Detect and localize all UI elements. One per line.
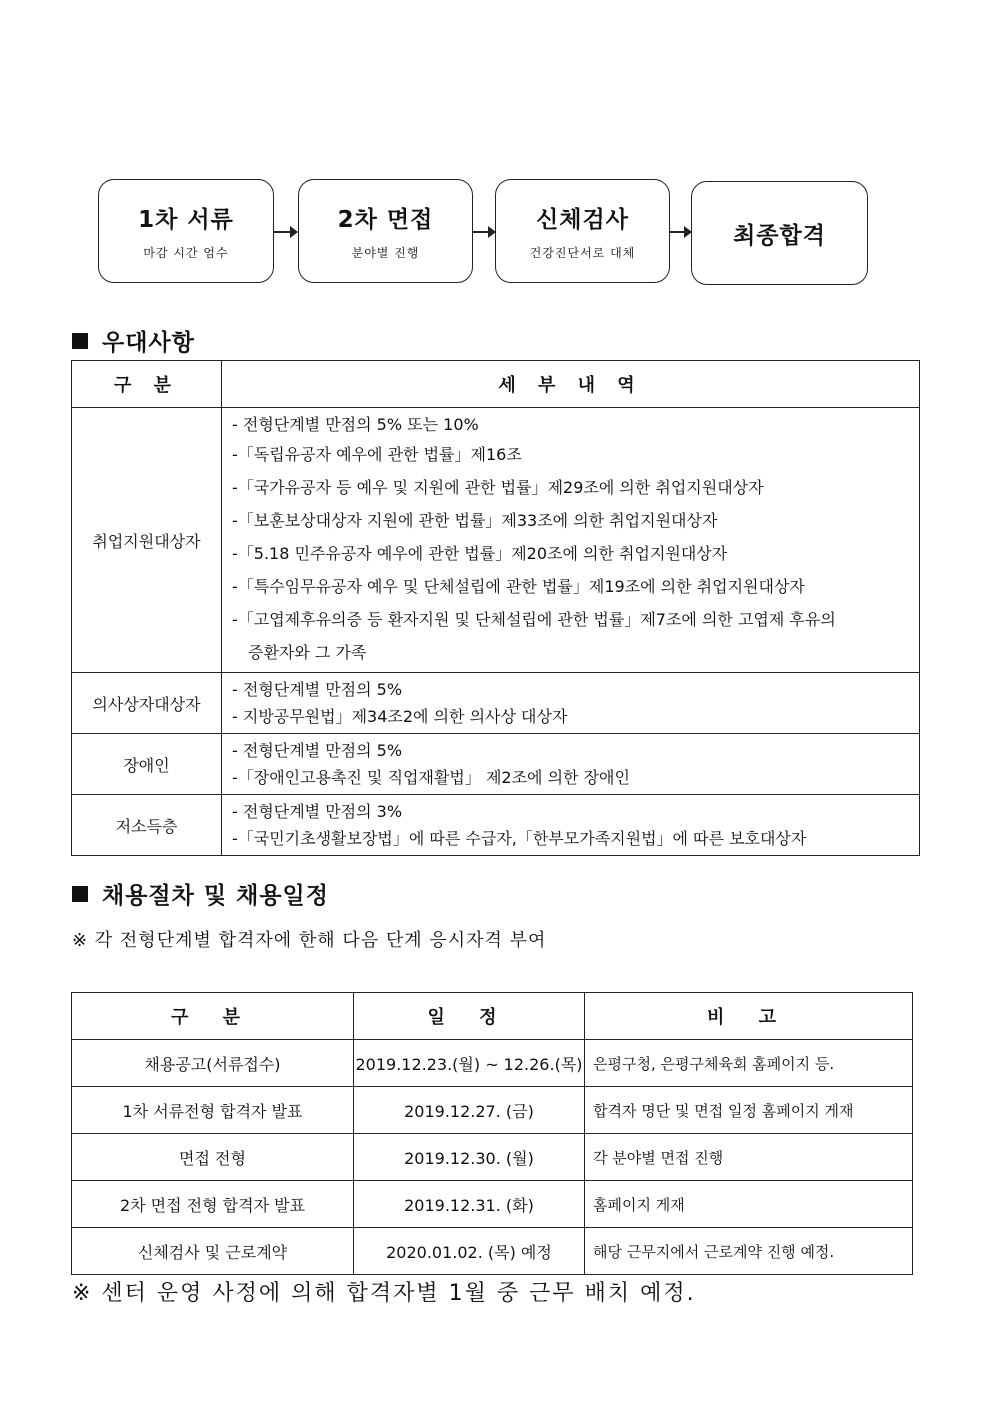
flow-step-title: 신체검사 <box>536 207 629 233</box>
section-heading-schedule <box>72 877 329 910</box>
detail-cell <box>222 734 920 795</box>
section-heading-text: 채용절차 및 채용일정 <box>102 883 329 909</box>
footer-note: ※ 센터 운영 사정에 의해 합격자별 1월 중 근무 배치 예정. <box>72 1281 696 1306</box>
category-cell: 의사상자대상자 <box>72 673 222 734</box>
process-flow <box>98 179 870 287</box>
category-cell: 2차 면접 전형 합격자 발표 <box>72 1181 354 1228</box>
detail-line: -「5.18 민주유공자 예우에 관한 법률」제20조에 의한 취업지원대상자 <box>232 544 728 563</box>
square-bullet-icon <box>72 333 88 349</box>
category-cell: 저소득층 <box>72 795 222 856</box>
preference-table <box>71 360 920 856</box>
eligibility-note: ※ 각 전형단계별 합격자에 한해 다음 단계 응시자격 부여 <box>72 930 547 951</box>
table-row <box>72 1228 913 1275</box>
table-row <box>72 408 920 673</box>
detail-line: - 전형단계별 만점의 5% <box>232 680 403 699</box>
detail-line: - 지방공무원법」제34조2에 의한 의사상 대상자 <box>232 707 568 726</box>
detail-line: 증환자와 그 가족 <box>248 643 367 662</box>
column-header: 비 고 <box>585 993 913 1040</box>
square-bullet-icon <box>72 886 88 902</box>
table-row <box>72 795 920 856</box>
table-row <box>72 1134 913 1181</box>
category-cell: 채용공고(서류접수) <box>72 1040 354 1087</box>
flow-step-physical <box>495 179 670 283</box>
flow-step-title: 2차 면접 <box>337 207 434 233</box>
column-header: 구 분 <box>72 993 354 1040</box>
detail-cell <box>222 795 920 856</box>
date-cell: 2019.12.27. (금) <box>354 1087 585 1134</box>
table-header-row <box>72 361 920 408</box>
flow-step-interview <box>298 179 473 283</box>
category-cell: 취업지원대상자 <box>72 408 222 673</box>
flow-step-sub: 분야별 진행 <box>351 246 420 260</box>
remark-cell: 해당 근무지에서 근로계약 진행 예정. <box>585 1228 913 1275</box>
detail-line: -「고엽제후유의증 등 환자지원 및 단체설립에 관한 법률」제7조에 의한 고엽제 후유의 <box>232 610 836 629</box>
detail-line: - 전형단계별 만점의 5% 또는 10% <box>232 415 479 434</box>
flow-arrow <box>670 231 690 233</box>
section-heading-preference <box>72 324 195 357</box>
table-row <box>72 1181 913 1228</box>
column-header: 구 분 <box>72 361 222 408</box>
remark-cell: 은평구청, 은평구체육회 홈페이지 등. <box>585 1040 913 1087</box>
detail-line: -「특수임무유공자 예우 및 단체설립에 관한 법률」제19조에 의한 취업지원대상자 <box>232 577 805 596</box>
section-heading-text: 우대사항 <box>102 330 195 356</box>
column-header: 일 정 <box>354 993 585 1040</box>
flow-step-final <box>691 181 868 285</box>
flow-step-title: 1차 서류 <box>138 207 234 233</box>
flow-step-document <box>98 179 274 283</box>
date-cell: 2019.12.30. (월) <box>354 1134 585 1181</box>
flow-arrow <box>274 231 296 233</box>
date-cell: 2019.12.31. (화) <box>354 1181 585 1228</box>
flow-step-sub: 마감 시간 엄수 <box>143 246 229 260</box>
column-header: 세 부 내 역 <box>222 361 920 408</box>
remark-cell: 각 분야별 면접 진행 <box>585 1134 913 1181</box>
table-header-row <box>72 993 913 1040</box>
table-row <box>72 1040 913 1087</box>
date-cell: 2019.12.23.(월) ~ 12.26.(목) <box>354 1040 585 1087</box>
detail-line: -「국민기초생활보장법」에 따른 수급자,「한부모가족지원법」에 따른 보호대상자 <box>232 829 807 848</box>
table-row <box>72 734 920 795</box>
category-cell: 면접 전형 <box>72 1134 354 1181</box>
detail-line: -「독립유공자 예우에 관한 법률」제16조 <box>232 445 522 464</box>
flow-step-title: 최종합격 <box>733 222 826 249</box>
schedule-table <box>71 992 913 1275</box>
detail-cell <box>222 408 920 673</box>
detail-cell <box>222 673 920 734</box>
category-cell: 1차 서류전형 합격자 발표 <box>72 1087 354 1134</box>
flow-step-sub: 건강진단서로 대체 <box>529 246 636 260</box>
flow-arrow <box>473 231 494 233</box>
detail-line: -「보훈보상대상자 지원에 관한 법률」제33조에 의한 취업지원대상자 <box>232 511 718 530</box>
detail-line: -「국가유공자 등 예우 및 지원에 관한 법률」제29조에 의한 취업지원대상자 <box>232 478 764 497</box>
table-row <box>72 673 920 734</box>
detail-line: - 전형단계별 만점의 3% <box>232 802 403 821</box>
detail-line: - 전형단계별 만점의 5% <box>232 741 403 760</box>
category-cell: 장애인 <box>72 734 222 795</box>
detail-line: -「장애인고용촉진 및 직업재활법」 제2조에 의한 장애인 <box>232 768 630 787</box>
remark-cell: 합격자 명단 및 면접 일정 홈페이지 게재 <box>585 1087 913 1134</box>
date-cell: 2020.01.02. (목) 예정 <box>354 1228 585 1275</box>
table-row <box>72 1087 913 1134</box>
category-cell: 신체검사 및 근로계약 <box>72 1228 354 1275</box>
remark-cell: 홈페이지 게재 <box>585 1181 913 1228</box>
